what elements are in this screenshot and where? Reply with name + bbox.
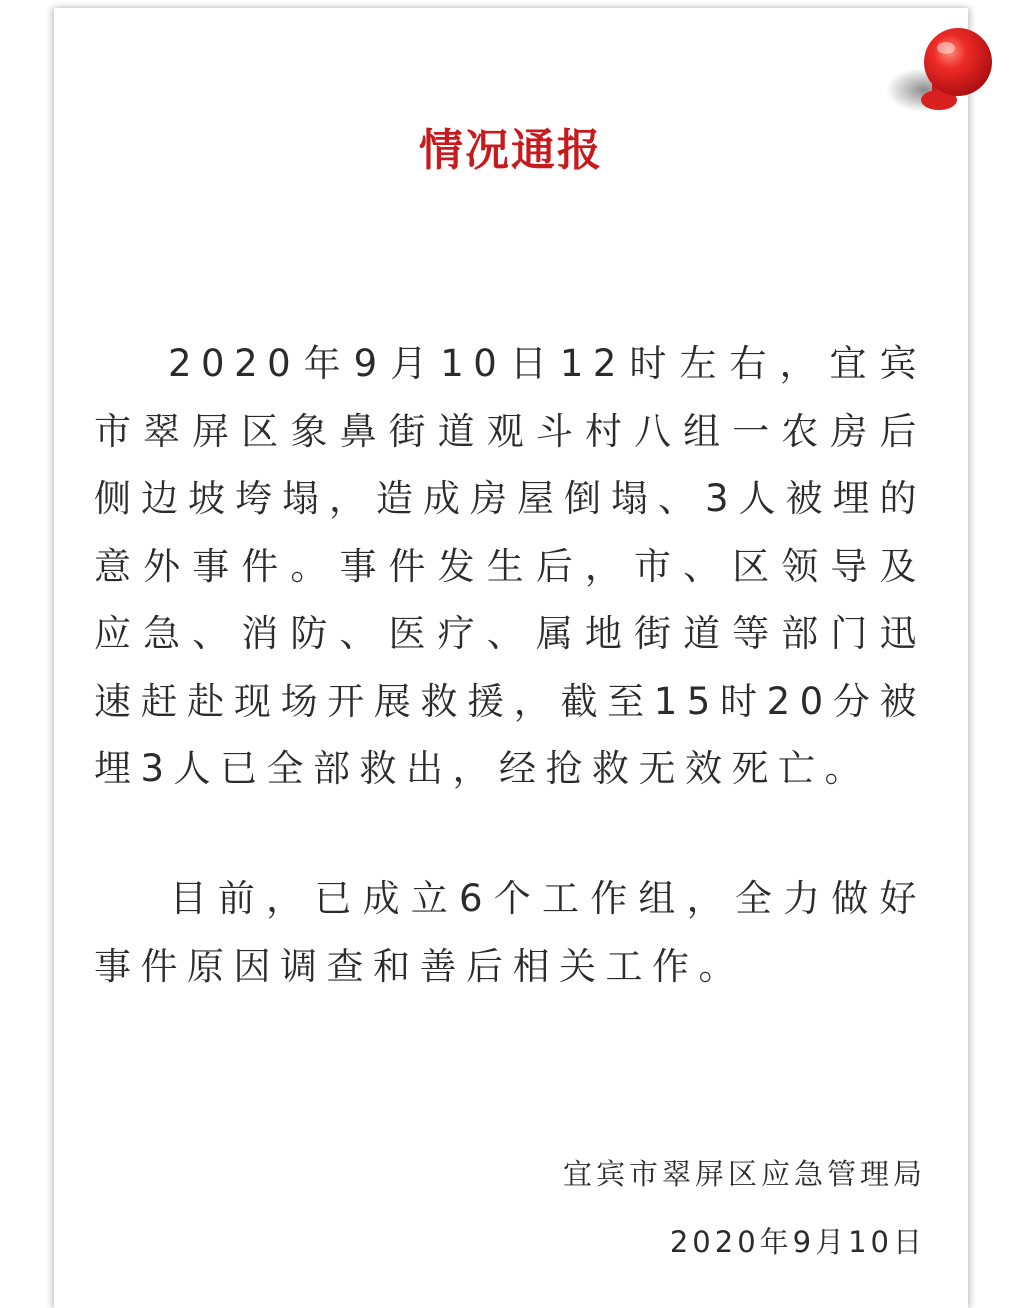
paragraph-followup xyxy=(94,865,926,1000)
notice-title: 情况通报 xyxy=(419,125,603,176)
notice-paper xyxy=(54,8,968,1308)
pushpin-icon xyxy=(874,18,994,128)
paragraph-incident xyxy=(94,330,926,803)
paragraph-incident-text: 2020年9月10日12时左右，宜宾市翠屏区象鼻街道观斗村八组一农房后侧边坡垮塌，造成房屋倒塌、3人被埋的意外事件。事件发生后，市、区领导及应急、消防、医疗、属地街道等部门迅速赶赴现场开展救援，截至15时20分被埋3人已全部救出，经抢救无效死亡。 xyxy=(94,342,926,790)
paragraph-followup-text: 目前，已成立6个工作组，全力做好事件原因调查和善后相关工作。 xyxy=(94,877,926,988)
issuer-signature: 宜宾市翠屏区应急管理局 xyxy=(562,1157,926,1191)
issue-date: 2020年9月10日 xyxy=(669,1225,926,1259)
